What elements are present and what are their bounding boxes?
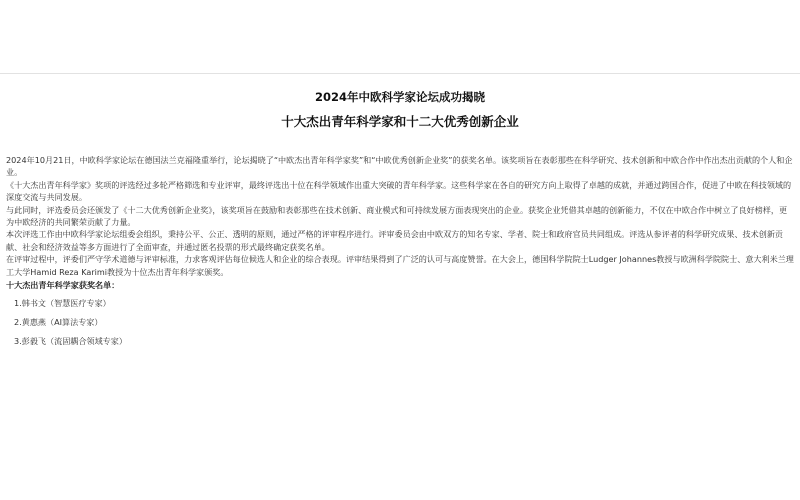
list-item: 2.黄惠燕（AI算法专家） xyxy=(14,317,103,328)
list-item: 3.彭毅飞（流固耦合领域专家） xyxy=(14,336,127,347)
paragraph: 《十大杰出青年科学家》奖项的评选经过多轮严格筛选和专业评审，最终评选出十位在科学领域作出重大突破的青年科学家。这些科学家在各自的研究方向上取得了卓越的成就，并通过跨国合作，促进了中欧在科技领域的深度交流与共同发展。 xyxy=(6,179,792,203)
article-body xyxy=(6,154,794,354)
paragraph: 与此同时，评选委员会还颁发了《十二大优秀创新企业奖》，该奖项旨在鼓励和表彰那些在技术创新、商业模式和可持续发展方面表现突出的企业。获奖企业凭借其卓越的创新能力，不仅在中欧合作中树立了良好榜样，更为中欧经济的共同繁荣贡献了力量。 xyxy=(6,204,788,228)
article-subtitle: 十大杰出青年科学家和十二大优秀创新企业 xyxy=(281,114,519,129)
header-divider xyxy=(0,73,800,74)
list-item: 1.韩书文（智慧医疗专家） xyxy=(14,298,111,309)
winners-list-heading: 十大杰出青年科学家获奖名单： xyxy=(6,280,120,291)
paragraph: 在评审过程中，评委们严守学术道德与评审标准，力求客观评估每位候选人和企业的综合表现。评审结果得到了广泛的认可与高度赞誉。在大会上，德国科学院院士Ludger Johannes教授与欧洲科学院院士、意大利米兰理工大学Hamid Reza Karimi教授为十位杰出青年科学家颁奖。 xyxy=(6,254,794,277)
winners-list xyxy=(6,297,794,347)
paragraph: 2024年10月21日，中欧科学家论坛在德国法兰克福隆重举行，论坛揭晓了“中欧杰出青年科学家奖”和“中欧优秀创新企业奖”的获奖名单。该奖项旨在表彰那些在科学研究、技术创新和中欧合作中作出杰出贡献的个人和企业。 xyxy=(6,155,793,178)
paragraph: 本次评选工作由中欧科学家论坛组委会组织，秉持公平、公正、透明的原则，通过严格的评审程序进行。评审委员会由中欧双方的知名专家、学者、院士和政府官员共同组成。评选从参评者的科学研究成果、技术创新贡献、社会和经济效益等多方面进行了全面审查，并通过匿名投票的形式最终确定获奖名单。 xyxy=(6,229,784,252)
article-title: 2024年中欧科学家论坛成功揭晓 xyxy=(314,90,485,104)
